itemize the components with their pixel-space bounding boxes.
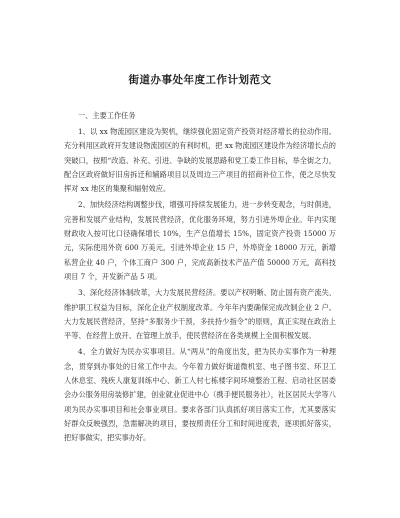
section-heading: 一、主要工作任务 <box>78 111 136 120</box>
document-title: 街道办事处年度工作计划范文 <box>128 74 272 86</box>
paragraph-1: 1、以 xx 物流园区建设为契机，继续强化固定资产投资对经济增长的拉动作用。充分利用区政府开发建设物流园区的有利时机，把 xx 物流园区建设作为经济增长点的突破口，按照“改造、补充、引进、争缺的发展思路和党工委工作目标，举全街之力，配合区政府做好旧房拆迁和辅路项目以及周边三产项目的招商补位工作，使之尽快发挥对 xx 地区的集聚和辐射效应。 <box>64 127 336 194</box>
paragraph-2: 2、加快经济结构调整步伐，增强可持续发展能力，进一步转变观念，与时俱进，完善和发展产业结构，发展民营经济，优化服务环境，努力引进外埠企业。年内实现财政收入按可比口径确保增长 10%，生产总值增长 15%，固定资产投资 15000 万元，实际使用外资 600 万美元，引进外埠企业 15 户，外埠资金 18000 万元，新增私营企业 40 户，个体工商户 300 户，完成高新技术产品产值 50000 万元，高科技项目 7 个，开发新产品 5 项。 <box>64 200 336 281</box>
paragraph-4: 4、全力做好为民办实事项目。从“两从”的角度出发，把为民办实事作为一种理念，贯穿到办事处的日常工作中去。今年着力做好街道微机室、电子图书室、环卫工人休息室、残疾人康复训练中心、新工人村七栋楼字间环境整治工程、启动社区居委会办公服务用房装修扩建，创业就业促进中心（携手便民服务社），社区居民大学等八项为民办实事项目和社会事业项目。要求各部门认真抓好项目落实工作，尤其要落实好群众反映强烈，急需解决的项目，要按照责任分工和时间进度表，逐项抓好落实，把好事做实，把实事办好。 <box>64 347 336 443</box>
paragraph-3: 3、深化经济体制改革，大力发展民营经济。要以产权明晰、防止国有资产流失、维护职工权益为目标，深化企业产权制度改革。今年年内要确保完成改制企业 2 户。大力发展民营经济，坚持“多服务少干预，多扶持少指令”的原则，真正实现在政治上平等、在经营上放开、在管理上放手，使民营经济在各类规模上全面积极发展。 <box>64 288 336 341</box>
